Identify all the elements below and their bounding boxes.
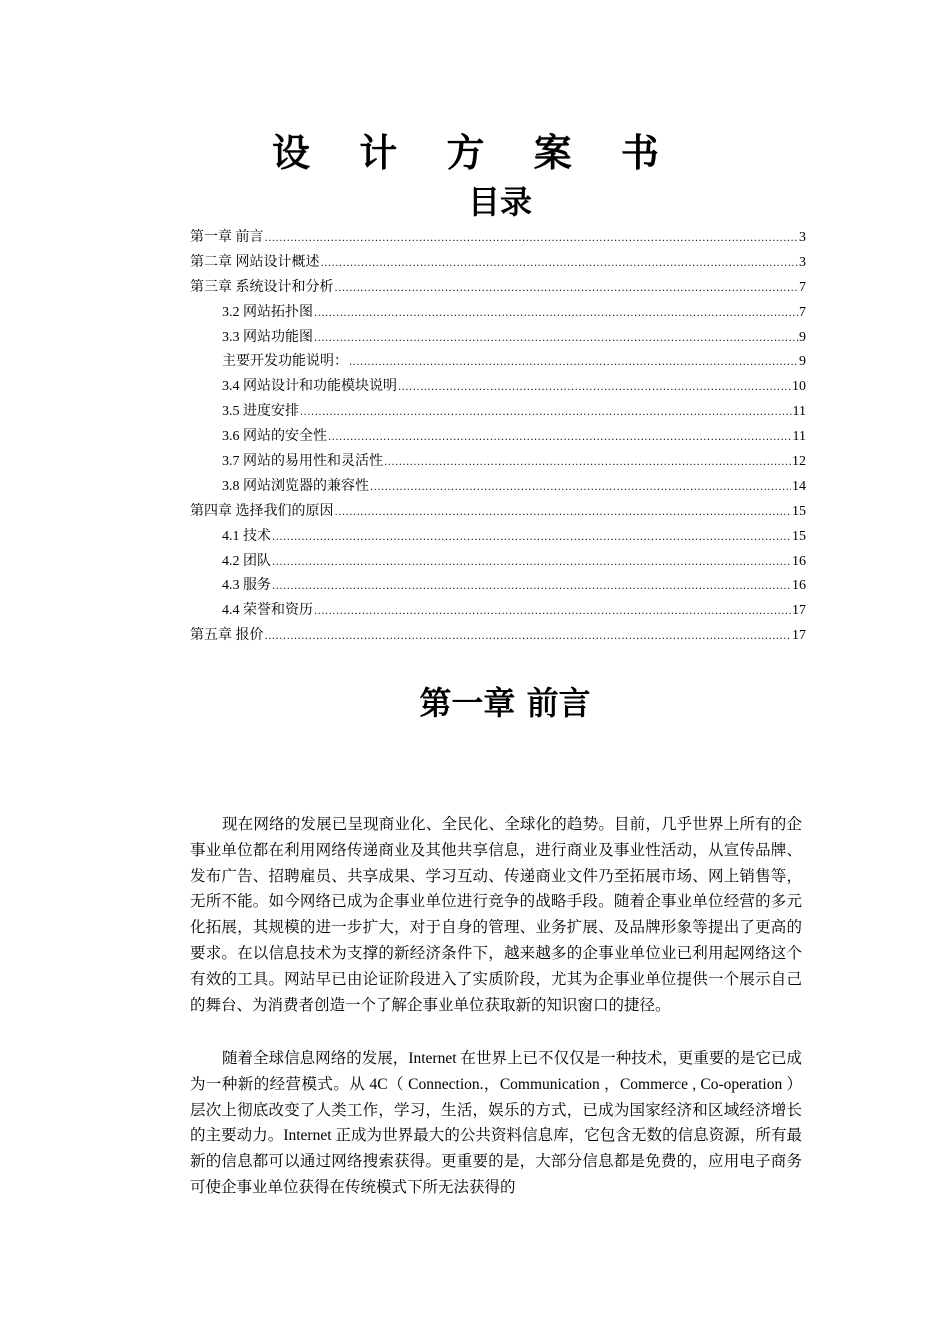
toc-entry-page-number: 17 <box>792 628 806 644</box>
toc-entry-page-number: 3 <box>799 230 806 245</box>
toc-dot-leader <box>328 426 792 451</box>
toc-entry-label: 3.7 网站的易用性和灵活性 <box>222 454 383 470</box>
toc-entry[interactable] <box>190 226 806 251</box>
toc-entry-page-number: 11 <box>792 404 806 420</box>
paragraph-text: 随着全球信息网络的发展，Internet 在世界上已不仅仅是一种技术，更重要的是它已成为一种新的经营模式。从 4C（ Connection.，Communication ，Commerce , Co-operation ）层次上彻底改变了人类工作，学习，生活，娱乐的方式，已成为国家经济和区域经济增长的主要动力。Internet 正成为世界最大的公共资料信息库，它包含无数的信息资源，所有最新的信息都可以通过网络搜索获得。更重要的是，大部分信息都是免费的，应用电子商务可使企事业单位获得在传统模式下所无法获得的 <box>190 1050 802 1196</box>
toc-entry-label: 4.4 荣誉和资历 <box>222 603 313 619</box>
table-of-contents <box>190 226 806 649</box>
toc-entry[interactable] <box>190 475 806 500</box>
toc-entry[interactable] <box>190 599 806 624</box>
toc-entry[interactable] <box>190 375 806 400</box>
toc-entry-page-number: 3 <box>799 254 806 270</box>
toc-entry-page-number: 15 <box>792 503 806 519</box>
toc-entry-label: 3.8 网站浏览器的兼容性 <box>222 478 369 494</box>
body-paragraph-2 <box>190 1046 802 1201</box>
toc-entry-label: 3.2 网站拓扑图 <box>222 304 313 320</box>
toc-entry-page-number: 10 <box>792 379 806 395</box>
toc-entry[interactable] <box>190 251 806 276</box>
toc-entry-page-number: 16 <box>792 578 806 594</box>
toc-entry[interactable] <box>190 276 806 301</box>
toc-entry[interactable] <box>190 400 806 425</box>
toc-entry[interactable] <box>190 525 806 550</box>
toc-entry-label: 3.5 进度安排 <box>222 404 299 420</box>
toc-entry-label: 3.4 网站设计和功能模块说明 <box>222 379 397 395</box>
toc-entry-label: 4.2 团队 <box>222 553 271 569</box>
toc-entry-label: 主要开发功能说明： <box>222 354 348 370</box>
toc-dot-leader <box>300 401 792 426</box>
toc-entry-label: 4.3 服务 <box>222 578 271 594</box>
toc-entry-page-number: 7 <box>799 279 806 295</box>
toc-entry[interactable] <box>190 624 806 649</box>
toc-dot-leader <box>370 476 791 501</box>
toc-dot-leader <box>272 575 791 600</box>
toc-entry-label: 3.3 网站功能图 <box>222 329 313 345</box>
toc-dot-leader <box>335 277 799 302</box>
toc-entry[interactable] <box>190 326 806 351</box>
toc-entry-page-number: 17 <box>792 603 806 619</box>
toc-dot-leader <box>349 351 798 376</box>
toc-entry-page-number: 9 <box>799 354 806 370</box>
chapter-title: 第一章 前言 <box>419 684 591 722</box>
toc-entry-page-number: 7 <box>799 304 806 320</box>
body-paragraph-1 <box>190 812 802 1018</box>
toc-dot-leader <box>398 376 791 401</box>
paragraph-text: 现在网络的发展已呈现商业化、全民化、全球化的趋势。目前，几乎世界上所有的企事业单位都在利用网络传递商业及其他共享信息，进行商业及事业性活动，从宣传品牌、发布广告、招聘雇员、共享成果、学习互动、传递商业文件乃至拓展市场、网上销售等，无所不能。如今网络已成为企事业单位进行竞争的战略手段。随着企事业单位经营的多元化拓展，其规模的进一步扩大，对于自身的管理、业务扩展、及品牌形象等提出了更高的要求。在以信息技术为支撑的新经济条件下，越来越多的企事业单位业已利用起网络这个有效的工具。网站早已由论证阶段进入了实质阶段，尤其为企事业单位提供一个展示自己的舞台、为消费者创造一个了解企事业单位获取新的知识窗口的捷径。 <box>190 816 802 1014</box>
toc-entry-page-number: 12 <box>792 454 806 470</box>
document-title: 设 计 方 案 书 <box>272 130 677 175</box>
toc-entry-label: 第二章 网站设计概述 <box>190 254 320 270</box>
toc-entry-label: 第三章 系统设计和分析 <box>190 279 334 295</box>
toc-dot-leader <box>384 451 791 476</box>
toc-heading: 目录 <box>467 183 532 221</box>
toc-entry-page-number: 9 <box>799 329 806 345</box>
toc-dot-leader <box>272 551 791 576</box>
toc-entry-page-number: 16 <box>792 553 806 569</box>
toc-entry-label: 4.1 技术 <box>222 528 271 544</box>
toc-entry-page-number: 15 <box>792 528 806 544</box>
toc-dot-leader <box>314 327 798 352</box>
toc-entry-label: 第五章 报价 <box>190 628 264 644</box>
toc-entry-page-number: 14 <box>792 478 806 494</box>
toc-entry-page-number: 11 <box>792 429 806 445</box>
toc-entry-label: 3.6 网站的安全性 <box>222 429 327 445</box>
toc-entry-label: 第一章 前言 <box>190 230 264 245</box>
toc-entry[interactable] <box>190 550 806 575</box>
toc-dot-leader <box>314 302 798 327</box>
toc-dot-leader <box>272 526 791 551</box>
toc-dot-leader <box>335 501 792 526</box>
toc-entry-label: 第四章 选择我们的原因 <box>190 503 334 519</box>
toc-entry[interactable] <box>190 301 806 326</box>
toc-entry[interactable] <box>190 350 806 375</box>
toc-entry[interactable] <box>190 500 806 525</box>
toc-dot-leader <box>265 227 799 252</box>
toc-entry[interactable] <box>190 425 806 450</box>
toc-entry[interactable] <box>190 450 806 475</box>
toc-dot-leader <box>314 600 791 625</box>
toc-dot-leader <box>321 252 799 277</box>
toc-entry[interactable] <box>190 574 806 599</box>
toc-dot-leader <box>265 625 792 650</box>
